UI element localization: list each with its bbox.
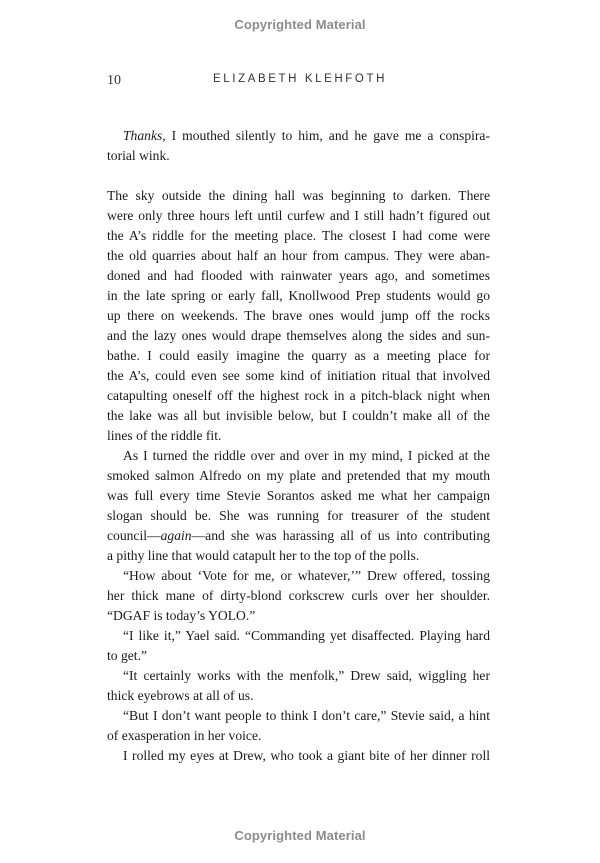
page-number: 10 [107,73,121,88]
text-run: “DGAF is today’s YOLO.” [107,608,256,623]
text-run: “I like it,” Yael said. “Commanding yet disaffected. Playing hard [123,628,490,643]
text-run: I mouthed silently to him, and he gave me a conspira- [165,128,490,143]
text-run: the old quarries about half an hour from campus. They were aban- [107,248,490,263]
text-line [107,646,490,666]
text-line [123,706,490,726]
text-run: of exasperation in her voice. [107,728,262,743]
text-line [107,506,490,526]
text-line [107,266,490,286]
text-line [107,726,490,746]
text-run: catapulting oneself off the highest rock in a pitch-black night when [107,388,490,403]
text-line [107,386,490,406]
italic-text-run: Thanks, [123,128,166,143]
text-run: slogan should be. She was running for treasurer of the student [107,508,490,523]
text-line [107,366,490,386]
text-line [107,406,490,426]
text-line [107,286,490,306]
text-run: “How about ‘Vote for me, or whatever,’” Drew offered, tossing [123,568,490,583]
text-line [107,326,490,346]
text-line [123,446,490,466]
text-line [107,526,490,546]
text-run: “But I don’t want people to think I don’t care,” Stevie said, a hint [123,708,490,723]
text-line [107,686,490,706]
text-line [107,206,490,226]
running-head-author: ELIZABETH KLEHFOTH [213,73,387,85]
text-line [107,306,490,326]
text-run: “It certainly works with the menfolk,” Drew said, wiggling her [123,668,490,683]
text-run: smoked salmon Alfredo on my plate and pretended that my mouth [107,468,490,483]
text-run: thick eyebrows at all of us. [107,688,254,703]
text-run: council— [107,528,161,543]
text-run: The sky outside the dining hall was beginning to darken. There [107,188,490,203]
text-run: a pithy line that would catapult her to the top of the polls. [107,548,420,563]
text-run: lines of the riddle fit. [107,428,222,443]
text-run: torial wink. [107,148,170,163]
text-line [123,126,490,146]
text-line [107,346,490,366]
text-line [107,606,490,626]
text-run: her thick mane of dirty-blond corkscrew curls over her shoulder. [107,588,490,603]
text-run: the A’s, could even see some kind of initiation ritual that involved [107,368,490,383]
text-run: were only three hours left until curfew and I still hadn’t figured out [107,208,490,223]
text-line [123,666,490,686]
text-run: in the late spring or early fall, Knollwood Prep students would go [107,288,490,303]
text-line [107,586,490,606]
italic-text-run: again [160,528,192,543]
text-run: I rolled my eyes at Drew, who took a giant bite of her dinner roll [123,748,490,763]
text-run: bathe. I could easily imagine the quarry as a meeting place for [107,348,490,363]
text-line [107,226,490,246]
text-run: As I turned the riddle over and over in my mind, I picked at the [123,448,490,463]
text-line [107,426,490,446]
text-line [123,746,490,766]
text-run: to get.” [107,648,148,663]
text-line [123,566,490,586]
text-run: the lake was all but invisible below, but I couldn’t make all of the [107,408,490,423]
text-line [107,186,490,206]
text-run: doned and had flooded with rainwater years ago, and sometimes [107,268,490,283]
text-run: —and she was harassing all of us into contributing [191,528,490,543]
text-line [107,246,490,266]
text-line [107,486,490,506]
text-run: up there on weekends. The brave ones would jump off the rocks [107,308,490,323]
text-line [107,546,490,566]
text-run: was full every time Stevie Sorantos asked me what her campaign [107,488,490,503]
copyright-watermark-bottom: Copyrighted Material [234,828,366,843]
text-line [107,146,490,166]
copyright-watermark-top: Copyrighted Material [234,17,366,32]
text-line [107,466,490,486]
text-run: and the lazy ones would drape themselves along the sides and sun- [107,328,490,343]
text-line [123,626,490,646]
text-run: the A’s riddle for the meeting place. The closest I had come were [107,228,490,243]
